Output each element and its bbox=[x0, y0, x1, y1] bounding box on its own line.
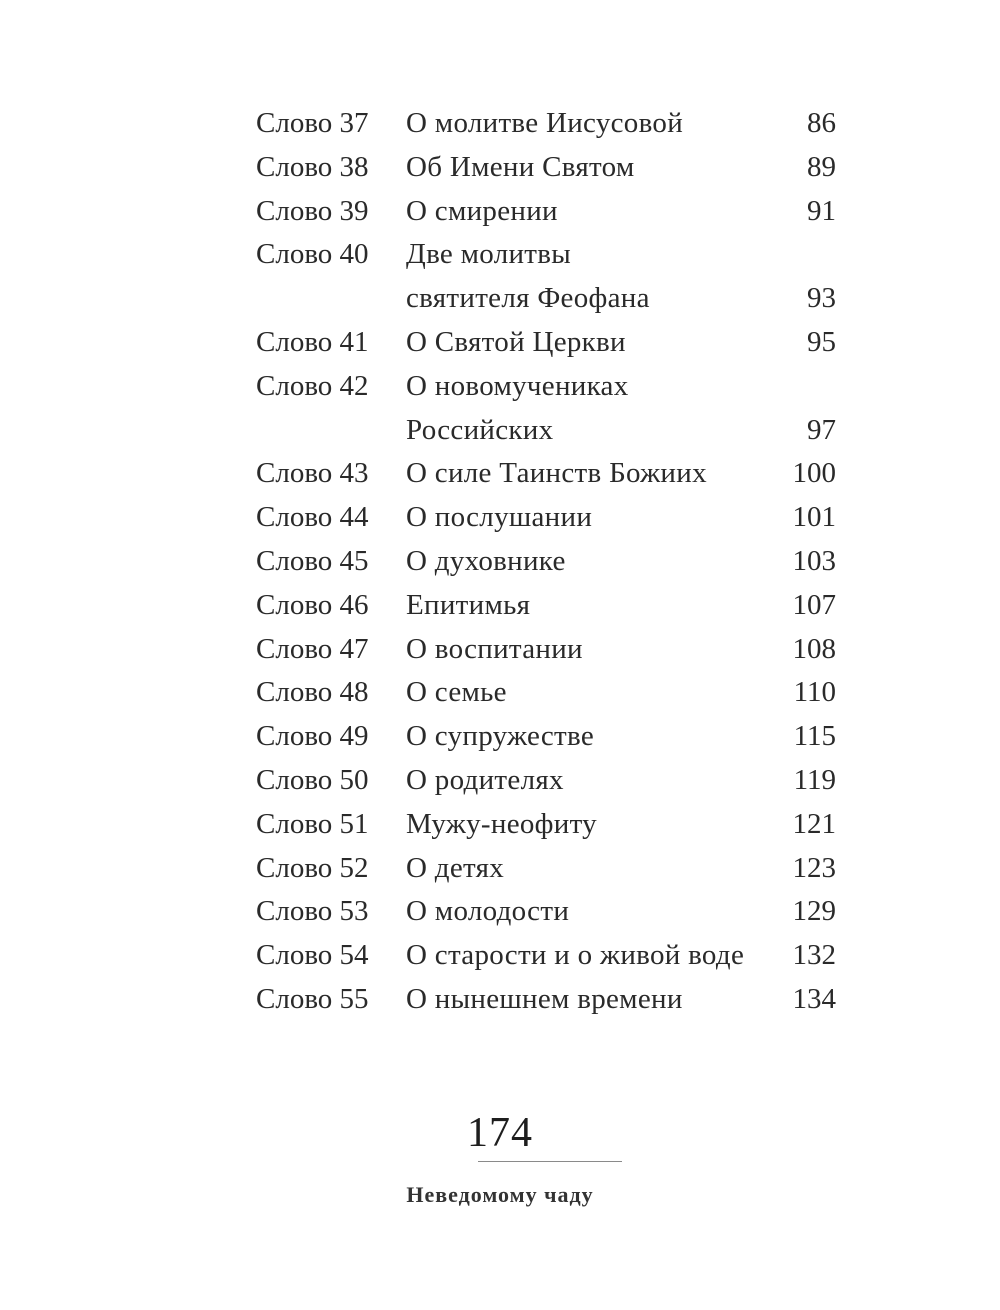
toc-entry-label: Слово 53 bbox=[256, 895, 369, 928]
toc-entry bbox=[0, 847, 1000, 891]
toc-entry-title bbox=[406, 496, 776, 540]
toc-entry-title bbox=[406, 102, 776, 146]
toc-entry bbox=[0, 365, 1000, 453]
toc-entry-label: Слово 44 bbox=[256, 501, 369, 534]
toc-entry-page: 97 bbox=[807, 413, 836, 446]
toc-entry-title-line: О духовнике bbox=[406, 544, 566, 577]
toc-entry bbox=[0, 452, 1000, 496]
toc-entry-title bbox=[406, 233, 776, 321]
toc-entry bbox=[0, 102, 1000, 146]
toc-entry-label: Слово 54 bbox=[256, 939, 369, 972]
toc-entry-title bbox=[406, 890, 776, 934]
toc-entry-title bbox=[406, 803, 776, 847]
toc-entry-title-line: О молитве Иисусовой bbox=[406, 107, 684, 139]
toc-entry-title-line: Об Имени Святом bbox=[406, 150, 635, 183]
page-number: 174 bbox=[467, 1110, 533, 1156]
toc-entry-label: Слово 50 bbox=[256, 763, 369, 796]
toc-entry-title-line: О семье bbox=[406, 676, 507, 709]
toc-entry-title-line: О нынешнем времени bbox=[406, 982, 683, 1015]
toc-entry-label: Слово 49 bbox=[256, 720, 369, 753]
toc-entry-title bbox=[406, 978, 776, 1022]
toc-entry-title-line: О Святой Церкви bbox=[406, 325, 626, 358]
toc-entry-page: 100 bbox=[792, 457, 836, 490]
toc-entry bbox=[0, 628, 1000, 672]
toc-entry-title bbox=[406, 671, 776, 715]
toc-entry-page: 129 bbox=[792, 895, 836, 928]
toc-entry-page: 91 bbox=[807, 194, 836, 227]
toc-entry-title-line: Две молитвы bbox=[406, 238, 572, 271]
toc-entry-label: Слово 51 bbox=[256, 807, 369, 840]
toc-entry-title-line: святителя Феофана bbox=[406, 282, 650, 315]
toc-entry-title bbox=[406, 540, 776, 584]
running-footer-title: Неведомому чаду bbox=[406, 1182, 594, 1207]
toc-entry-title bbox=[406, 321, 776, 365]
toc-entry-title-line: О старости и о живой воде bbox=[406, 939, 745, 972]
toc-entry-title-line: О послушании bbox=[406, 501, 593, 534]
toc-entry-label: Слово 45 bbox=[256, 544, 369, 577]
toc-entry-page: 134 bbox=[792, 982, 836, 1015]
toc-entry-page: 132 bbox=[792, 939, 836, 972]
toc-entry-title bbox=[406, 190, 776, 234]
toc-entry-page: 115 bbox=[793, 720, 836, 753]
toc-entry-page: 103 bbox=[792, 544, 836, 577]
toc-entry-title bbox=[406, 452, 776, 496]
toc-entry-page: 108 bbox=[792, 632, 836, 665]
toc-entry-page: 107 bbox=[792, 588, 836, 621]
toc-entry-label: Слово 46 bbox=[256, 588, 369, 621]
toc-entry-title-line: О молодости bbox=[406, 895, 570, 928]
toc-entry-title-line: О супружестве bbox=[406, 720, 595, 753]
footer-divider bbox=[478, 1161, 622, 1162]
toc-entry-page: 86 bbox=[807, 107, 836, 139]
toc-entry-label: Слово 37 bbox=[256, 107, 369, 139]
toc-entry-title bbox=[406, 628, 776, 672]
toc-entry-title-line: О воспитании bbox=[406, 632, 583, 665]
table-of-contents bbox=[0, 102, 1000, 1022]
toc-entry-label: Слово 38 bbox=[256, 150, 369, 183]
toc-entry bbox=[0, 759, 1000, 803]
toc-entry bbox=[0, 934, 1000, 978]
toc-entry bbox=[0, 803, 1000, 847]
toc-entry-title-line: О силе Таинств Божиих bbox=[406, 457, 707, 490]
toc-entry-label: Слово 48 bbox=[256, 676, 369, 709]
toc-entry-title bbox=[406, 584, 776, 628]
toc-entry-page: 89 bbox=[807, 150, 836, 183]
toc-entry-page: 121 bbox=[792, 807, 836, 840]
toc-entry bbox=[0, 584, 1000, 628]
toc-entry-page: 93 bbox=[807, 282, 836, 315]
toc-entry-title-line: Епитимья bbox=[406, 588, 531, 621]
toc-entry-label: Слово 40 bbox=[256, 238, 369, 271]
toc-entry-label: Слово 47 bbox=[256, 632, 369, 665]
toc-entry-title bbox=[406, 759, 776, 803]
toc-entry-page: 110 bbox=[793, 676, 836, 709]
toc-entry-title-line: Мужу-неофиту bbox=[406, 807, 597, 840]
toc-entry bbox=[0, 540, 1000, 584]
toc-entry-title-line: Российских bbox=[406, 413, 554, 446]
toc-entry-label: Слово 52 bbox=[256, 851, 369, 884]
toc-entry-label: Слово 41 bbox=[256, 325, 369, 358]
toc-entry-title-line: О родителях bbox=[406, 763, 564, 796]
toc-entry bbox=[0, 233, 1000, 321]
toc-entry-title bbox=[406, 146, 776, 190]
toc-entry bbox=[0, 190, 1000, 234]
toc-entry-title bbox=[406, 365, 776, 453]
toc-entry-page: 101 bbox=[792, 501, 836, 534]
toc-entry-page: 123 bbox=[792, 851, 836, 884]
toc-entry-title-line: О детях bbox=[406, 851, 505, 884]
toc-entry bbox=[0, 496, 1000, 540]
toc-entry-title bbox=[406, 715, 776, 759]
toc-entry bbox=[0, 890, 1000, 934]
toc-entry bbox=[0, 978, 1000, 1022]
toc-entry-label: Слово 39 bbox=[256, 194, 369, 227]
toc-entry-label: Слово 43 bbox=[256, 457, 369, 490]
toc-entry-title bbox=[406, 934, 776, 978]
toc-entry-label: Слово 55 bbox=[256, 982, 369, 1015]
toc-entry-page: 119 bbox=[793, 763, 836, 796]
toc-entry-label: Слово 42 bbox=[256, 369, 369, 402]
toc-entry bbox=[0, 146, 1000, 190]
toc-entry bbox=[0, 321, 1000, 365]
toc-entry-title-line: О смирении bbox=[406, 194, 558, 227]
toc-entry-page: 95 bbox=[807, 325, 836, 358]
toc-entry bbox=[0, 715, 1000, 759]
toc-entry-title bbox=[406, 847, 776, 891]
toc-entry bbox=[0, 671, 1000, 715]
toc-entry-title-line: О новомучениках bbox=[406, 369, 629, 402]
